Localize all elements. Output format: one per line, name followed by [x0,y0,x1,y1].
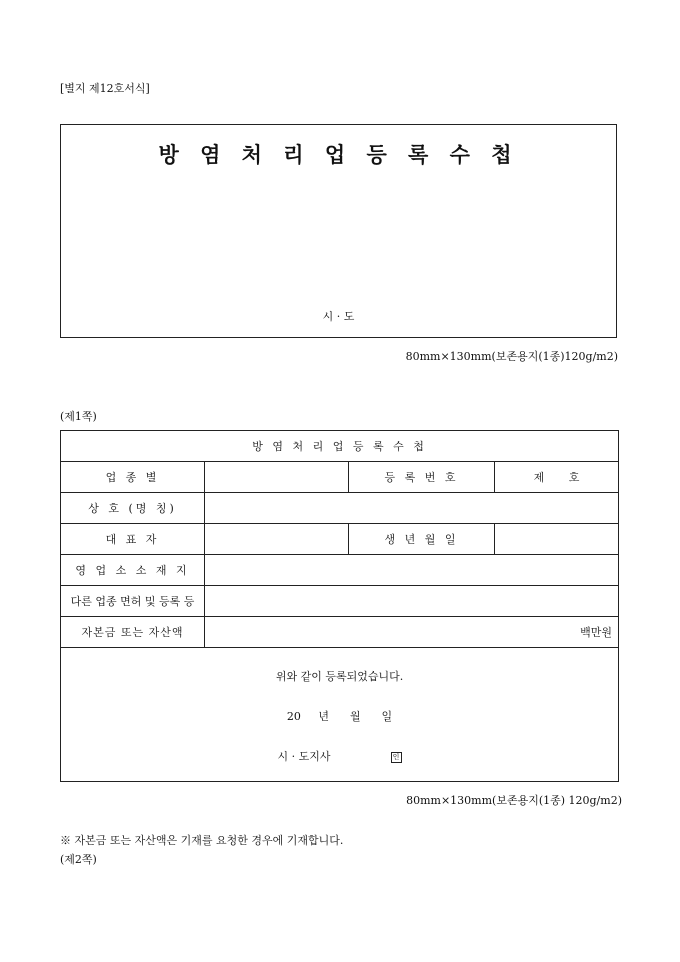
representative-row [61,524,619,555]
capital-unit: 백만원 [205,617,619,648]
trade-name-label: 상 호 (명 칭) [61,493,205,524]
page2-label: (제2쪽) [60,853,97,866]
office-location-label: 영 업 소 소 재 지 [61,555,205,586]
cover-issuer: 시 · 도 [322,310,355,323]
birth-date-value [495,524,619,555]
representative-label: 대 표 자 [61,524,205,555]
cover-spec: 80mm×130mm(보존용지(1종)120g/m2) [405,350,618,363]
capital-row [61,617,619,648]
signatory: 시 · 도지사 [277,750,331,763]
birth-date-label: 생 년 월 일 [349,524,495,555]
note: ※ 자본금 또는 자산액은 기재를 요청한 경우에 기재합니다. [60,834,344,847]
form-label: [별지 제12호서식] [60,82,150,95]
reg-number-label: 등 록 번 호 [349,462,495,493]
page1-spec: 80mm×130mm(보존용지(1종) 120g/m2) [406,794,622,807]
business-type-value [205,462,349,493]
trade-name-row [61,493,619,524]
table-title: 방 염 처 리 업 등 록 수 첩 [61,431,619,462]
office-location-row [61,555,619,586]
other-licenses-row [61,586,619,617]
page1-label: (제1쪽) [60,410,97,423]
table-title-row [61,431,619,462]
business-type-label: 업 종 별 [61,462,205,493]
registration-table [60,430,619,782]
representative-value [205,524,349,555]
reg-number-value: 제 호 [495,462,619,493]
capital-label: 자본금 또는 자산액 [61,617,205,648]
business-type-row [61,462,619,493]
cover-box [60,124,617,338]
certification-date: 20 년 월 일 [286,710,393,723]
other-licenses-value [205,586,619,617]
certification-statement: 위와 같이 등록되었습니다. [275,670,404,683]
certification-row [61,648,619,782]
office-location-value [205,555,619,586]
certification-signature-line [61,748,618,764]
seal-icon: 인 [391,752,402,763]
cover-title: 방 염 처 리 업 등 록 수 첩 [158,142,519,167]
other-licenses-label: 다른 업종 면허 및 등록 등 [61,586,205,617]
certification-cell [61,648,619,782]
trade-name-value [205,493,619,524]
